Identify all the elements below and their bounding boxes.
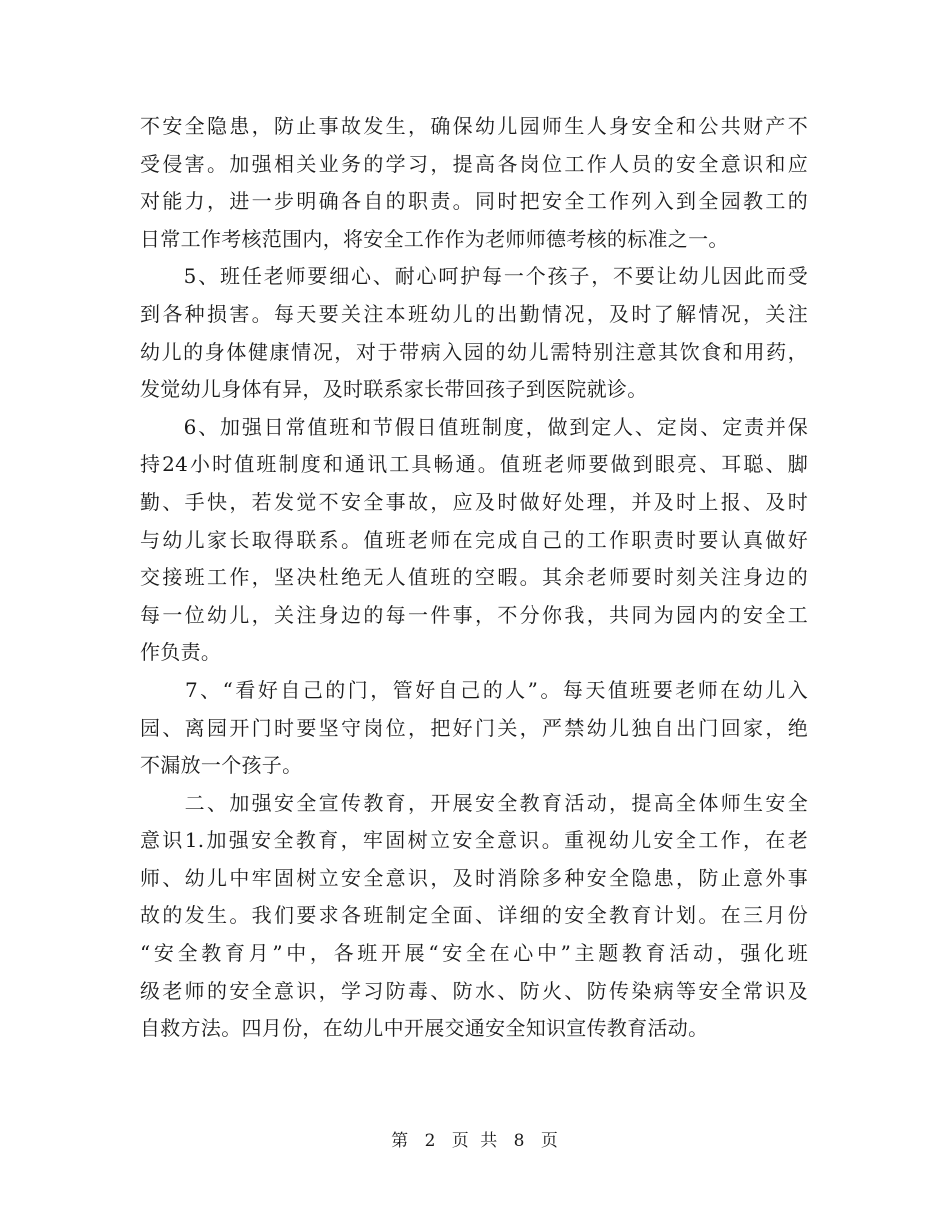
paragraph [140, 258, 808, 408]
text-line: 故的发生。我们要求各班制定全面、详细的安全教育计划。在三月份 [140, 903, 808, 928]
footer-page-word: 页 [451, 1131, 470, 1151]
text-line: 5、班任老师要细心、耐心呵护每一个孩子，不要让幼儿因此而受 [140, 264, 808, 289]
text-line: 幼儿的身体健康情况，对于带病入园的幼儿需特别注意其饮食和用药， [140, 339, 808, 364]
text-line: 到各种损害。每天要关注本班幼儿的出勤情况，及时了解情况，关注 [140, 301, 808, 326]
text-line: 发觉幼儿身体有异，及时联系家长带回孩子到医院就诊。 [140, 377, 648, 402]
text-line: 师、幼儿中牢固树立安全意识，及时消除多种安全隐患，防止意外事 [140, 865, 808, 890]
total-pages-number: 8 [513, 1131, 526, 1151]
text-line: 对能力，进一步明确各自的职责。同时把安全工作列入到全园教工的 [140, 189, 808, 214]
text-line: 交接班工作，坚决杜绝无人值班的空暇。其余老师要时刻关注身边的 [140, 565, 808, 590]
text-line: 意识1.加强安全教育，牢固树立安全意识。重视幼儿安全工作，在老 [140, 828, 808, 853]
text-line: 6、加强日常值班和节假日值班制度，做到定人、定岗、定责并保 [140, 414, 808, 439]
paragraph [140, 409, 808, 672]
text-line: 受侵害。加强相关业务的学习，提高各岗位工作人员的安全意识和应 [140, 151, 808, 176]
text-line: 不安全隐患，防止事故发生，确保幼儿园师生人身安全和公共财产不 [140, 114, 808, 138]
document-body [140, 108, 808, 1048]
paragraph [140, 785, 808, 1048]
footer-total-word: 共 [480, 1131, 499, 1151]
text-line: 持24小时值班制度和通讯工具畅通。值班老师要做到眼亮、耳聪、脚 [140, 452, 808, 477]
current-page-number: 2 [424, 1131, 437, 1151]
footer-suffix: 页 [540, 1131, 559, 1151]
text-line: 级老师的安全意识，学习防毒、防水、防火、防传染病等安全常识及 [140, 978, 808, 1003]
text-line: 勤、手快，若发觉不安全事故，应及时做好处理，并及时上报、及时 [140, 489, 808, 514]
text-line: 每一位幼儿，关注身边的每一件事，不分你我，共同为园内的安全工 [140, 602, 808, 627]
text-line: 自救方法。四月份，在幼儿中开展交通安全知识宣传教育活动。 [140, 1016, 709, 1041]
paragraph [140, 108, 808, 258]
text-line: 7、“看好自己的门，管好自己的人”。每天值班要老师在幼儿入 [140, 677, 808, 702]
text-line: “安全教育月”中，各班开展“安全在心中”主题教育活动，强化班 [140, 941, 808, 966]
footer-prefix: 第 [391, 1131, 410, 1151]
page-footer [0, 1126, 950, 1151]
text-line: 不漏放一个孩子。 [140, 753, 303, 778]
text-line: 二、加强安全宣传教育，开展安全教育活动，提高全体师生安全 [140, 790, 808, 815]
text-line: 作负责。 [140, 640, 222, 665]
paragraph [140, 672, 808, 785]
text-line: 与幼儿家长取得联系。值班老师在完成自己的工作职责时要认真做好 [140, 527, 808, 552]
text-line: 日常工作考核范围内，将安全工作作为老师师德考核的标准之一。 [140, 226, 729, 251]
text-line: 园、离园开门时要坚守岗位，把好门关，严禁幼儿独自出门回家，绝 [140, 715, 808, 740]
